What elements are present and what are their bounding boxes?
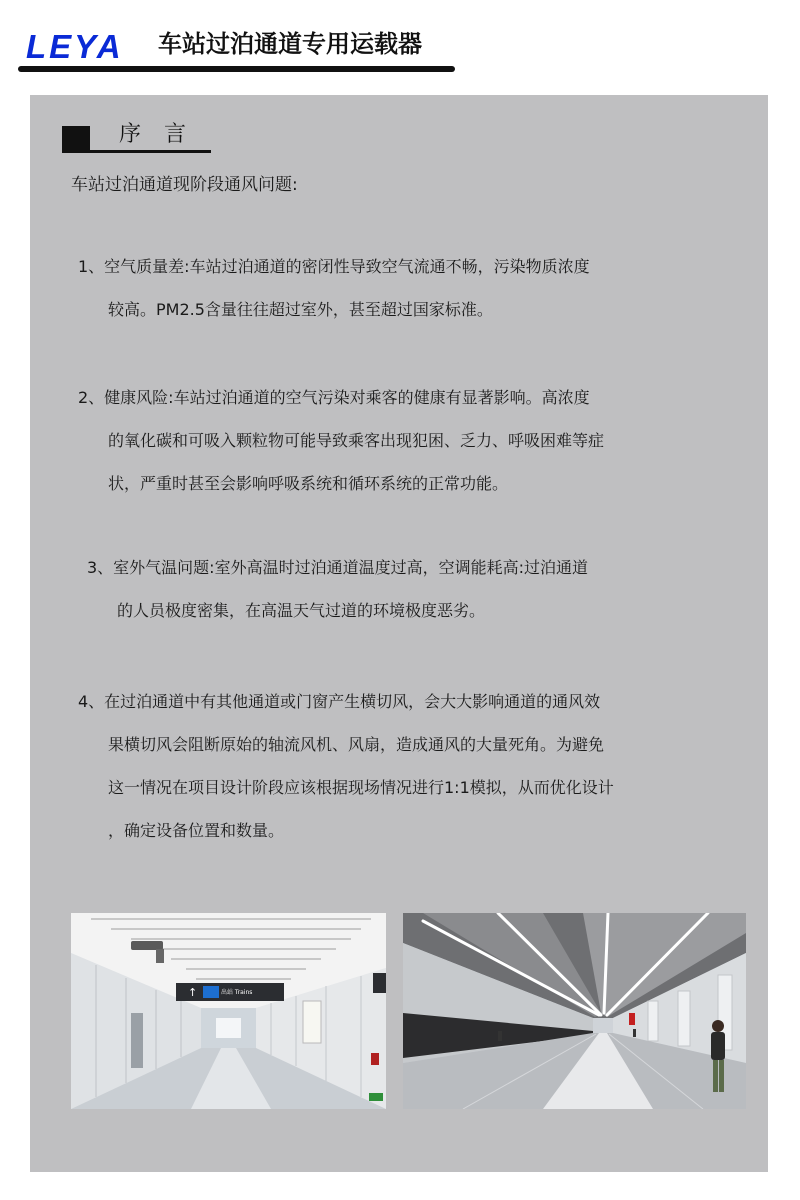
section-heading [62, 122, 222, 154]
item-line: 较高。PM2.5含量往往超过室外，甚至超过国家标准。 [108, 300, 493, 319]
list-item [78, 680, 614, 852]
page-header [0, 0, 800, 80]
item-line: 这一情况在项目设计阶段应该根据现场情况进行1:1模拟，从而优化设计 [108, 778, 614, 797]
item-line: 1、空气质量差:车站过泊通道的密闭性导致空气流通不畅，污染物质浓度 [78, 257, 590, 276]
corridor-illustration-right [403, 913, 746, 1109]
item-line: 果横切风会阻断原始的轴流风机、风扇，造成通风的大量死角。为避免 [108, 735, 605, 754]
sign-text: 出站 Trains [221, 989, 253, 996]
header-title: 车站过泊通道专用运载器 [158, 30, 422, 58]
corridor-photo-right [403, 913, 746, 1109]
section-title: 序 言 [119, 122, 194, 147]
sign-arrow-icon: ↑ [188, 986, 198, 999]
section-underline [90, 150, 211, 153]
item-line: 的氧化碳和可吸入颗粒物可能导致乘客出现犯困、乏力、呼吸困难等症 [108, 431, 605, 450]
item-line: ，确定设备位置和数量。 [108, 821, 285, 840]
intro-text: 车站过泊通道现阶段通风问题: [71, 175, 298, 195]
item-line: 的人员极度密集，在高温天气过道的环境极度恶劣。 [117, 601, 486, 620]
header-underline [18, 66, 455, 72]
list-item [78, 245, 590, 331]
brand-logo: LEYA [26, 28, 124, 65]
list-item [87, 546, 588, 632]
item-line: 4、在过泊通道中有其他通道或门窗产生横切风，会大大影响通道的通风效 [78, 692, 601, 711]
corridor-illustration-left [71, 913, 386, 1109]
item-line: 状，严重时甚至会影响呼吸系统和循环系统的正常功能。 [108, 474, 509, 493]
corridor-photo-left [71, 913, 386, 1109]
item-line: 3、室外气温问题:室外高温时过泊通道温度过高，空调能耗高:过泊通道 [87, 558, 588, 577]
list-item [78, 376, 604, 505]
item-line: 2、健康风险:车站过泊通道的空气污染对乘客的健康有显著影响。高浓度 [78, 388, 590, 407]
section-marker-icon [62, 126, 90, 153]
